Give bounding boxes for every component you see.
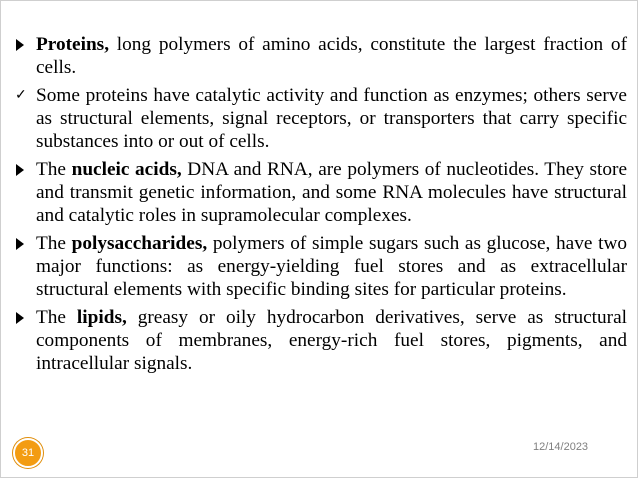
bullet-item (15, 84, 627, 153)
bullet-term: Proteins, (36, 34, 110, 55)
bullet-text: DNA and RNA, are polymers of nucleotides. They store and transmit genetic information, and some RNA molecules have structural and catalytic roles in supramolecular complexes. (36, 159, 627, 226)
bullet-text: polymers of simple sugars such as glucose, have two major functions: as energy-yielding fuel stores and as extracellular structural elements with specific binding sites for particular proteins. (36, 233, 628, 300)
bullet-item (15, 232, 627, 301)
bullet-list (15, 33, 627, 380)
bullet-item (15, 158, 627, 227)
triangle-bullet-icon (15, 312, 25, 324)
bullet-term: nucleic acids, (71, 159, 182, 180)
bullet-text: The (36, 307, 77, 328)
bullet-term: polysaccharides, (71, 233, 208, 254)
bullet-text: Some proteins have catalytic activity and function as enzymes; others serve as structural elements, signal receptors, or transporters that carry specific substances into or out of cells. (36, 85, 627, 152)
bullet-text: long polymers of amino acids, constitute the largest fraction of cells. (36, 34, 627, 78)
page-number-badge: 31 (13, 438, 43, 468)
bullet-item (15, 306, 627, 375)
bullet-term: lipids, (76, 307, 127, 328)
bullet-item (15, 33, 627, 79)
bullet-text: greasy or oily hydrocarbon derivatives, serve as structural components of membranes, energy-rich fuel stores, pigments, and intracellular signals. (36, 307, 628, 374)
bullet-text: The (36, 233, 72, 254)
bullet-text: The (36, 159, 72, 180)
triangle-bullet-icon (15, 39, 25, 51)
slide-date: 12/14/2023 (533, 441, 589, 453)
checkmark-icon: ✓ (15, 88, 27, 103)
triangle-bullet-icon (15, 238, 25, 250)
triangle-bullet-icon (15, 164, 25, 176)
